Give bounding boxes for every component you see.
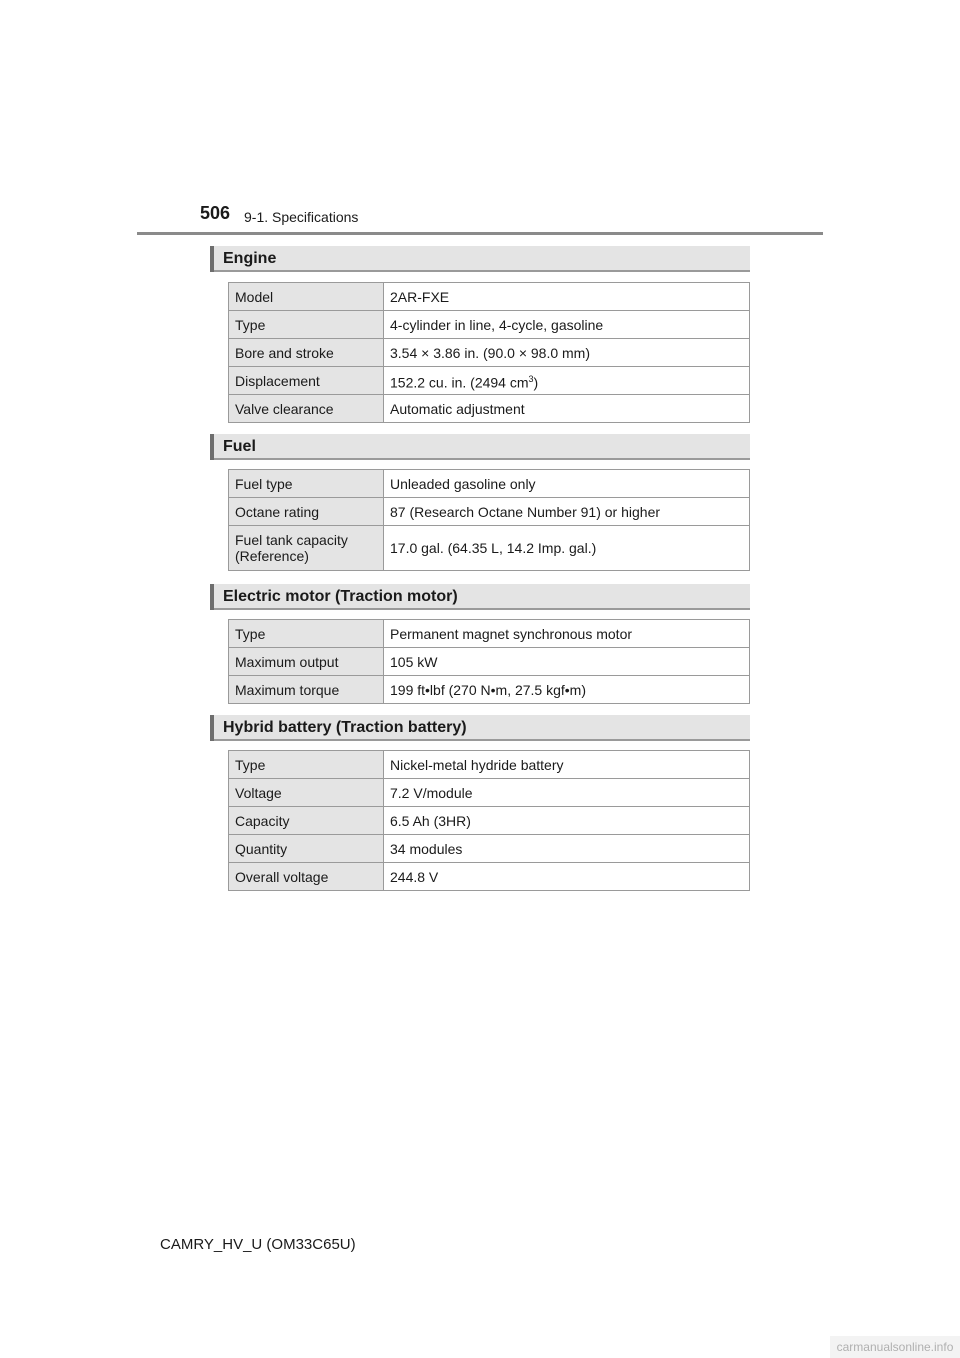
hybrid-battery-spec-table xyxy=(228,750,750,891)
hybrid-battery-section xyxy=(210,715,750,885)
heading-accent-bar xyxy=(210,584,214,610)
section-heading xyxy=(210,434,750,460)
chapter-section-title: 9-1. Specifications xyxy=(244,209,359,225)
table-row xyxy=(229,835,750,863)
spec-key: Maximum output xyxy=(229,648,384,676)
engine-section xyxy=(210,246,750,417)
electric-motor-section xyxy=(210,584,750,698)
table-row xyxy=(229,283,750,311)
spec-value: 34 modules xyxy=(384,835,750,863)
spec-value: Automatic adjustment xyxy=(384,395,750,423)
spec-value: 2AR-FXE xyxy=(384,283,750,311)
spec-value: 105 kW xyxy=(384,648,750,676)
spec-value: 7.2 V/module xyxy=(384,779,750,807)
spec-value: Permanent magnet synchronous motor xyxy=(384,620,750,648)
table-row xyxy=(229,751,750,779)
section-heading xyxy=(210,246,750,272)
spec-key: Quantity xyxy=(229,835,384,863)
spec-value-suffix: ) xyxy=(533,374,539,391)
spec-key: Overall voltage xyxy=(229,863,384,891)
table-row xyxy=(229,620,750,648)
table-row xyxy=(229,779,750,807)
spec-value: 244.8 V xyxy=(384,863,750,891)
table-row xyxy=(229,395,750,423)
page-header xyxy=(0,0,960,240)
spec-key: Voltage xyxy=(229,779,384,807)
spec-key: Capacity xyxy=(229,807,384,835)
section-heading xyxy=(210,715,750,741)
table-row xyxy=(229,339,750,367)
table-row xyxy=(229,807,750,835)
spec-value: 199 ft•lbf (270 N•m, 27.5 kgf•m) xyxy=(384,676,750,704)
spec-key: Displacement xyxy=(229,367,384,395)
spec-key: Fuel type xyxy=(229,470,384,498)
table-row xyxy=(229,526,750,571)
section-title-hybrid-battery: Hybrid battery (Traction battery) xyxy=(223,719,467,736)
header-rule xyxy=(137,232,823,235)
fuel-spec-table xyxy=(228,469,750,571)
spec-key: Model xyxy=(229,283,384,311)
spec-key: Bore and stroke xyxy=(229,339,384,367)
model-code-footer: CAMRY_HV_U (OM33C65U) xyxy=(160,1236,356,1253)
spec-value: 4-cylinder in line, 4-cycle, gasoline xyxy=(384,311,750,339)
fuel-section xyxy=(210,434,750,564)
spec-key: Maximum torque xyxy=(229,676,384,704)
spec-value-text: 152.2 cu. in. (2494 cm xyxy=(390,374,529,391)
spec-key: Type xyxy=(229,311,384,339)
heading-accent-bar xyxy=(210,246,214,272)
spec-value: 17.0 gal. (64.35 L, 14.2 Imp. gal.) xyxy=(384,526,750,571)
spec-key: Type xyxy=(229,620,384,648)
spec-key: Valve clearance xyxy=(229,395,384,423)
spec-value: Nickel-metal hydride battery xyxy=(384,751,750,779)
table-row xyxy=(229,676,750,704)
spec-value: Unleaded gasoline only xyxy=(384,470,750,498)
spec-key: Octane rating xyxy=(229,498,384,526)
electric-motor-spec-table xyxy=(228,619,750,704)
table-row xyxy=(229,863,750,891)
heading-accent-bar xyxy=(210,715,214,741)
spec-key: Fuel tank capacity (Reference) xyxy=(229,526,384,571)
section-title-fuel: Fuel xyxy=(223,438,256,455)
watermark: carmanualsonline.info xyxy=(830,1336,960,1358)
heading-accent-bar xyxy=(210,434,214,460)
spec-value: 6.5 Ah (3HR) xyxy=(384,807,750,835)
section-title-engine: Engine xyxy=(223,250,277,267)
table-row xyxy=(229,311,750,339)
table-row xyxy=(229,648,750,676)
spec-value-superscript: 3 xyxy=(528,373,534,384)
spec-value xyxy=(384,367,750,395)
table-row xyxy=(229,367,750,395)
spec-key: Type xyxy=(229,751,384,779)
table-row xyxy=(229,470,750,498)
spec-value: 87 (Research Octane Number 91) or higher xyxy=(384,498,750,526)
section-title-electric-motor: Electric motor (Traction motor) xyxy=(223,588,458,605)
page-number: 506 xyxy=(200,203,231,223)
section-heading xyxy=(210,584,750,610)
spec-value: 3.54 × 3.86 in. (90.0 × 98.0 mm) xyxy=(384,339,750,367)
table-row xyxy=(229,498,750,526)
engine-spec-table xyxy=(228,282,750,423)
